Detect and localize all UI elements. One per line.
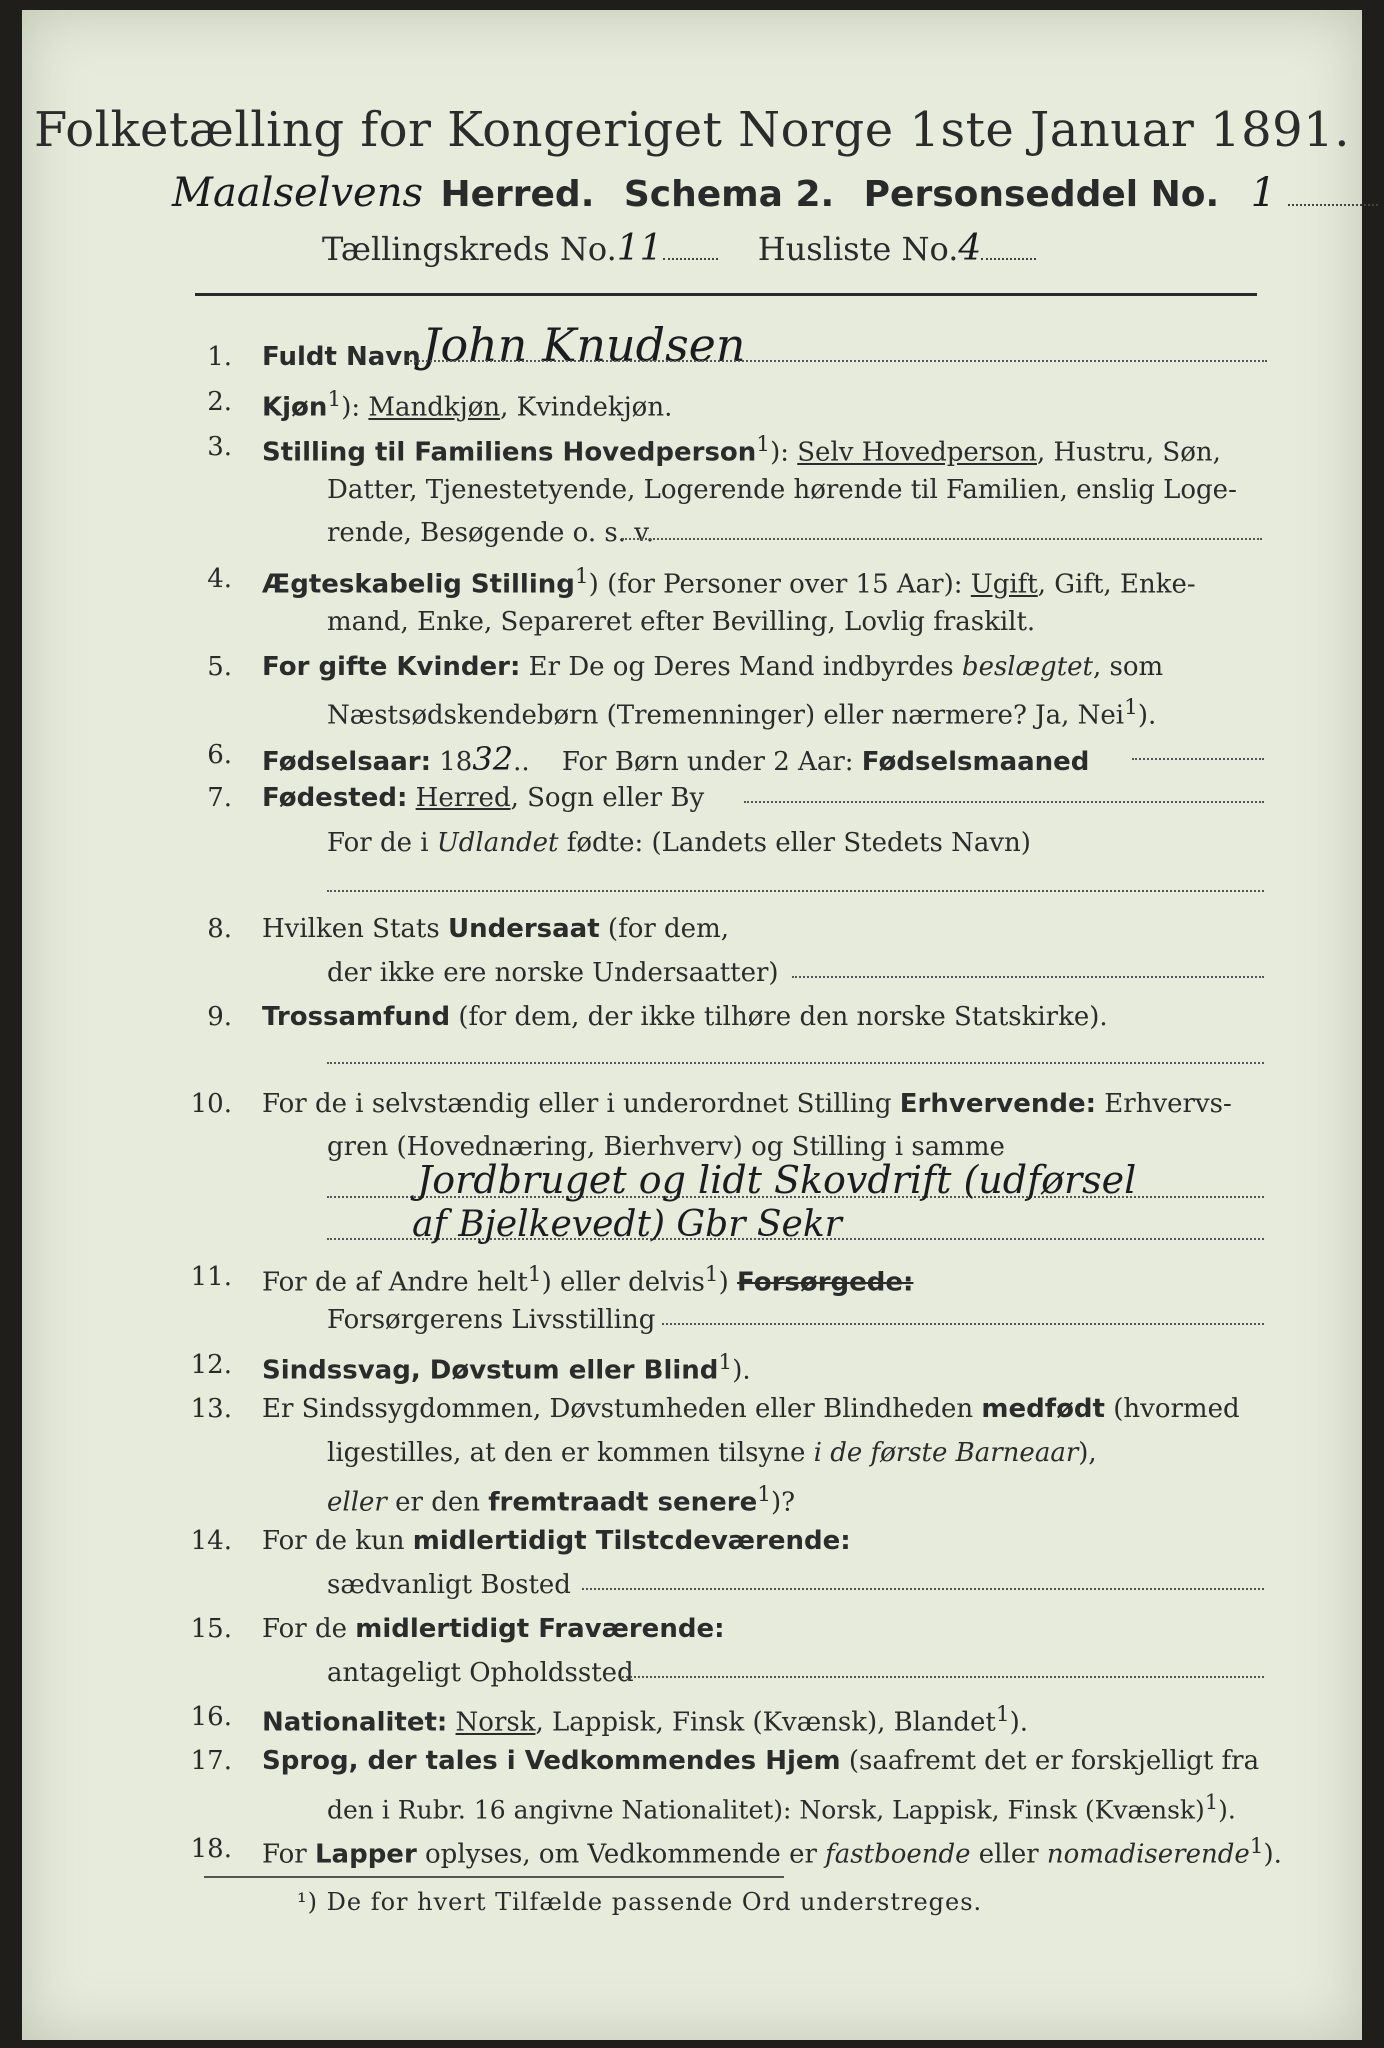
item-5-line2-text: Næstsødskendebørn (Tremenninger) eller nærmere? Ja, Nei: [327, 700, 1125, 731]
census-sheet: [22, 10, 1362, 2040]
item-16-selected: Norsk: [455, 1707, 536, 1738]
husliste-label: Husliste No.: [757, 230, 959, 268]
item-12-number: 12.: [190, 1350, 232, 1380]
item-9-dots: [327, 1062, 1264, 1064]
item-18-italic-2: nomadiserende: [1046, 1839, 1250, 1870]
item-8-text-a: Hvilken Stats: [262, 914, 440, 944]
item-8-line2: der ikke ere norske Undersaatter): [327, 958, 779, 988]
item-15-label: midlertidigt Fraværende:: [355, 1614, 725, 1644]
kreds-number: 11: [616, 228, 663, 269]
item-2-sup: 1: [327, 387, 342, 412]
item-4-selected: Ugift: [970, 569, 1038, 600]
item-3-rest: , Hustru, Søn,: [1036, 437, 1221, 468]
item-7-label: Fødested:: [262, 783, 408, 813]
item-13-rest: (hvormed: [1113, 1394, 1240, 1424]
item-17-number: 17.: [190, 1746, 232, 1776]
item-2-line: Kjøn$^1$): Mandkjøn, Kvindekjøn.: [262, 387, 673, 423]
item-18-text2: oplyses, om Vedkommende er: [425, 1839, 817, 1870]
item-17-rest: (saafremt det er forskjelligt fra: [848, 1746, 1260, 1776]
item-1-dots: [407, 360, 1267, 362]
document-title: Folketælling for Kongeriget Norge 1ste Januar 1891.: [34, 102, 1350, 158]
personseddel-number: 1: [1250, 170, 1277, 216]
item-5-label: For gifte Kvinder:: [262, 652, 521, 682]
item-13-line1: [262, 1394, 1240, 1424]
item-13-line2: ligestilles, at den er kommen tilsyne i de første Barneaar),: [327, 1438, 1097, 1468]
header-row-2: [172, 170, 1378, 216]
husliste-number: 4: [958, 228, 982, 269]
item-18-text: For: [262, 1839, 307, 1870]
personseddel-label: Personseddel No.: [863, 174, 1220, 215]
personseddel-dots: [1288, 204, 1378, 206]
item-1-label: [262, 342, 421, 372]
item-8-text-b: (for dem,: [607, 914, 729, 944]
item-13-line2a: ligestilles, at den er kommen tilsyne: [327, 1438, 806, 1468]
item-10-label: Erhvervende:: [899, 1089, 1097, 1119]
item-6-text: For Børn under 2 Aar:: [561, 747, 854, 777]
item-17-label: Sprog, der tales i Vedkommendes Hjem: [262, 1746, 841, 1776]
item-9-text: (for dem, der ikke tilhøre den norske Statskirke).: [458, 1002, 1108, 1032]
item-4-rest: , Gift, Enke-: [1037, 569, 1196, 600]
item-7-number: 7.: [207, 783, 232, 813]
item-6-line: Fødselsaar: 1832.. For Børn under 2 Aar: Fødselsmaaned: [262, 740, 1090, 778]
item-4-line1: Ægteskabelig Stilling$^1$) (for Personer over 15 Aar): Ugift, Gift, Enke-: [262, 564, 1196, 600]
item-15-line1: [262, 1614, 724, 1644]
item-4-text: (for Personer over 15 Aar):: [607, 569, 963, 600]
item-7-line2b: fødte: (Landets eller Stedets Navn): [566, 828, 1031, 858]
kreds-dots: [663, 258, 718, 260]
item-3-line2: Datter, Tjenestetyende, Logerende hørende til Familien, enslig Loge-: [327, 475, 1237, 505]
item-11-line1: For de af Andre helt$^1$) eller delvis$^1$) Forsørgede:: [262, 1262, 914, 1298]
item-6-prefix: 18: [439, 747, 473, 777]
item-10-handwritten-line2: af Bjelkevedt) Gbr Sekr: [412, 1204, 842, 1245]
item-17-line1: [262, 1746, 1259, 1776]
item-16-number: 16.: [190, 1702, 232, 1732]
item-11-dots: [662, 1323, 1264, 1325]
item-8-dots: [792, 976, 1264, 978]
item-18-line: For Lapper oplyses, om Vedkommende er fastboende eller nomadiserende$^1$).: [262, 1834, 1282, 1870]
item-13-line3-italic: eller: [327, 1487, 387, 1518]
item-9-line: [262, 1002, 1108, 1032]
item-2-rest: , Kvindekjøn.: [500, 392, 673, 423]
item-9-label: Trossamfund: [262, 1002, 451, 1032]
item-14-number: 14.: [190, 1526, 232, 1556]
item-11-text: For de af Andre helt: [262, 1267, 528, 1298]
item-10-rest: Erhvervs-: [1104, 1089, 1232, 1119]
item-3-line1: Stilling til Familiens Hovedperson$^1$): Selv Hovedperson, Hustru, Søn,: [262, 432, 1221, 468]
item-7-dots-2: [327, 890, 1264, 892]
item-11-number: 11.: [190, 1262, 232, 1292]
item-6-dots: [1132, 758, 1264, 760]
item-5-rest: , som: [1092, 652, 1164, 682]
item-10-line2: gren (Hovednæring, Bierhverv) og Stilling i samme: [327, 1132, 1005, 1162]
item-3-label: Stilling til Familiens Hovedperson: [262, 437, 757, 468]
item-2-label: Kjøn: [262, 392, 328, 423]
item-4-number: 4.: [207, 564, 232, 594]
item-18-label: Lapper: [314, 1839, 417, 1870]
item-15-number: 15.: [190, 1614, 232, 1644]
item-8-number: 8.: [207, 914, 232, 944]
item-14-line1: [262, 1526, 851, 1556]
item-7-dots: [744, 801, 1264, 803]
item-14-label: midlertidigt Tilstcdeværende:: [412, 1526, 851, 1556]
item-10-handwritten-line1: Jordbruget og lidt Skovdrift (udførsel: [417, 1158, 1137, 1202]
item-8-line1: [262, 914, 729, 944]
item-7-line1: [262, 783, 704, 813]
herred-label: Herred.: [440, 174, 595, 215]
item-6-label: Fødselsaar:: [262, 747, 431, 777]
item-16-label: Nationalitet:: [262, 1707, 448, 1738]
item-17-line2: den i Rubr. 16 angivne Nationalitet): Norsk, Lappisk, Finsk (Kvænsk)$^1$).: [327, 1790, 1236, 1825]
item-5-line2: Næstsødskendebørn (Tremenninger) eller nærmere? Ja, Nei$^1$).: [327, 695, 1157, 731]
item-10-number: 10.: [190, 1089, 232, 1119]
item-13-label: medfødt: [981, 1394, 1105, 1424]
kreds-label: Tællingskreds No.: [322, 230, 617, 268]
item-17-line2-text: den i Rubr. 16 angivne Nationalitet): Norsk, Lappisk, Finsk (Kvænsk): [327, 1795, 1205, 1825]
item-5-text: Er De og Deres Mand indbyrdes: [528, 652, 954, 682]
item-1-handwritten-name: John Knudsen: [422, 318, 746, 372]
item-5-line1: [262, 652, 1163, 682]
item-11-line2: Forsørgerens Livsstilling: [327, 1305, 656, 1335]
item-6-number: 6.: [207, 740, 232, 770]
item-2-selected: Mandkjøn: [368, 392, 501, 423]
item-2-number: 2.: [207, 387, 232, 417]
item-3-line3: rende, Besøgende o. s. v.: [327, 518, 655, 548]
municipality-handwritten: Maalselvens: [172, 170, 423, 216]
item-14-dots: [582, 1588, 1264, 1590]
header-rule: [195, 293, 1257, 296]
item-13-line3b: fremtraadt senere: [488, 1487, 758, 1518]
item-18-text3: eller: [978, 1839, 1039, 1870]
item-18-number: 18.: [190, 1834, 232, 1864]
item-6-handwritten-year: 32: [472, 740, 514, 778]
footnote-rule: [204, 1876, 784, 1878]
item-9-number: 9.: [207, 1002, 232, 1032]
item-10-line1: [262, 1089, 1232, 1119]
item-4-line2: mand, Enke, Separeret efter Bevilling, Lovlig fraskilt.: [327, 607, 1036, 637]
item-4-sup: 1: [574, 564, 589, 589]
item-16-line: Nationalitet: Norsk, Lappisk, Finsk (Kvænsk), Blandet$^1$).: [262, 1702, 1029, 1738]
item-13-number: 13.: [190, 1394, 232, 1424]
item-7-line2: [327, 828, 1031, 858]
item-3-selected: Selv Hovedperson: [797, 437, 1037, 468]
item-13-text: Er Sindssygdommen, Døvstumheden eller Blindheden: [262, 1394, 974, 1424]
item-6-label2: Fødselsmaaned: [861, 747, 1090, 777]
footnote: ¹) De for hvert Tilfælde passende Ord understreges.: [297, 1888, 983, 1916]
item-15-text: For de: [262, 1614, 347, 1644]
item-5-number: 5.: [207, 652, 232, 682]
item-3-dots: [622, 538, 1262, 540]
item-14-line2: sædvanligt Bosted: [327, 1570, 571, 1600]
husliste-dots: [981, 258, 1036, 260]
item-11-text2: eller delvis: [560, 1267, 705, 1298]
item-3-number: 3.: [207, 432, 232, 462]
item-7-line2-italic: Udlandet: [436, 828, 559, 858]
item-15-dots: [622, 1676, 1264, 1678]
item-12-line: Sindssvag, Døvstum eller Blind$^1$).: [262, 1350, 751, 1386]
item-11-label: Forsørgede:: [737, 1267, 914, 1298]
item-15-line2: antageligt Opholdssted: [327, 1658, 634, 1688]
item-14-text: For de kun: [262, 1526, 405, 1556]
item-7-rest: , Sogn eller By: [510, 783, 705, 813]
item-13-line3a: er den: [395, 1487, 480, 1518]
item-12-label: Sindssvag, Døvstum eller Blind: [262, 1355, 719, 1386]
item-7-line2a: For de i: [327, 828, 429, 858]
item-4-label: Ægteskabelig Stilling: [262, 569, 575, 600]
item-8-label: Undersaat: [447, 914, 600, 944]
item-7-selected: Herred: [415, 783, 511, 813]
item-10-text: For de i selvstændig eller i underordnet Stilling: [262, 1089, 892, 1119]
item-1-number: 1.: [207, 342, 232, 372]
item-16-rest: , Lappisk, Finsk (Kvænsk), Blandet: [535, 1707, 996, 1738]
item-5-italic: beslægtet: [961, 652, 1093, 682]
schema-label: Schema 2.: [623, 174, 835, 215]
header-row-3: [322, 228, 1036, 269]
item-13-line2-italic: i de første Barneaar: [813, 1438, 1079, 1468]
item-13-line3: eller er den fremtraadt senere$^1$)?: [327, 1482, 796, 1518]
item-18-italic-1: fastboende: [825, 1839, 971, 1870]
item-1-label-text: Fuldt Navn: [262, 342, 421, 372]
item-3-sup: 1: [756, 432, 771, 457]
